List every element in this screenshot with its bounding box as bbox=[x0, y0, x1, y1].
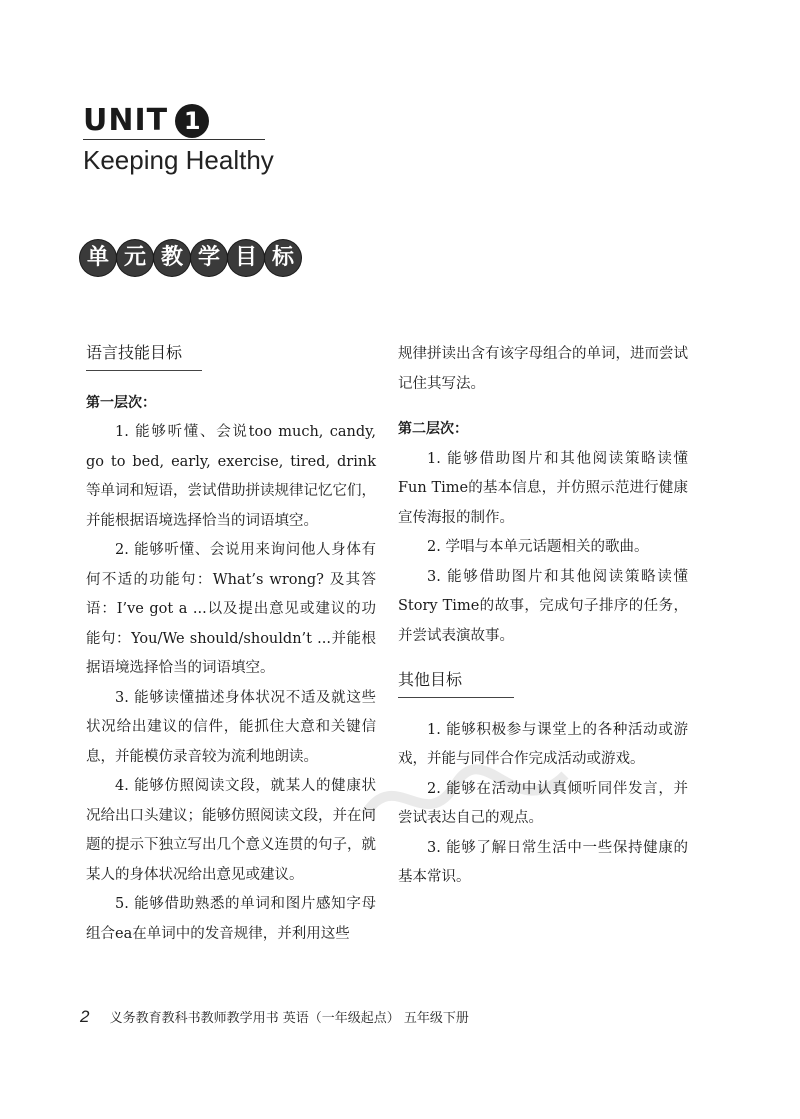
level2-label: 第二层次： bbox=[398, 421, 468, 437]
section-banner bbox=[80, 240, 301, 276]
unit-heading bbox=[83, 104, 209, 138]
language-goals-heading: 语言技能目标 bbox=[86, 343, 183, 362]
banner-char: 单 bbox=[80, 240, 116, 276]
page-footer bbox=[80, 1007, 469, 1027]
unit-word: UNIT bbox=[83, 103, 169, 138]
goal-item-continued: 5. 能够借助熟悉的单词和图片感知字母组合ea在单词中的发音规律，并利用这些 bbox=[86, 896, 376, 942]
banner-char: 学 bbox=[191, 240, 227, 276]
goal-item: 2. 学唱与本单元话题相关的歌曲。 bbox=[427, 539, 649, 555]
page-number: 2 bbox=[80, 1007, 90, 1026]
banner-char: 目 bbox=[228, 240, 264, 276]
goal-item: 1. 能够积极参与课堂上的各种活动或游戏，并能与同伴合作完成活动或游戏。 bbox=[398, 721, 688, 767]
goal-item: 2. 能够在活动中认真倾听同伴发言，并尝试表达自己的观点。 bbox=[398, 780, 688, 826]
level1-label: 第一层次： bbox=[86, 394, 156, 411]
goal-item: 3. 能够借助图片和其他阅读策略读懂Story Time的故事，完成句子排序的任务，并尝试表演故事。 bbox=[398, 568, 688, 644]
banner-char: 标 bbox=[265, 240, 301, 276]
goal-item: 3. 能够读懂描述身体状况不适及就这些状况给出建议的信件，能抓住大意和关键信息，并能模仿录音较为流利地朗读。 bbox=[86, 689, 376, 765]
heading-underline bbox=[86, 370, 202, 371]
goal-item: 1. 能够借助图片和其他阅读策略读懂Fun Time的基本信息，并仿照示范进行健康宣传海报的制作。 bbox=[398, 450, 688, 526]
book-title: 义务教育教科书教师教学用书 英语（一年级起点） 五年级下册 bbox=[109, 1011, 469, 1026]
goal-item: 3. 能够了解日常生活中一些保持健康的基本常识。 bbox=[398, 839, 688, 885]
goal-item: 4. 能够仿照阅读文段，就某人的健康状况给出口头建议；能够仿照阅读文段，并在问题的提示下独立写出几个意义连贯的句子，就某人的身体状况给出意见或建议。 bbox=[86, 778, 376, 883]
heading-underline bbox=[398, 697, 514, 698]
continued-spacer bbox=[398, 340, 688, 399]
unit-title: Keeping Healthy bbox=[83, 145, 274, 175]
banner-char: 教 bbox=[154, 240, 190, 276]
unit-number-badge: 1 bbox=[175, 104, 209, 138]
other-goals-heading: 其他目标 bbox=[398, 670, 463, 689]
banner-char: 元 bbox=[117, 240, 153, 276]
unit-divider bbox=[83, 139, 265, 140]
goal-item: 1. 能够听懂、会说too much, candy, go to bed, early, exercise, tired, drink等单词和短语，尝试借助拼读规律记忆它们，并能根据语境选择恰当的词语填空。 bbox=[86, 424, 376, 529]
goal-item-continuation: 规律拼读出含有该字母组合的单词，进而尝试记住其写法。 bbox=[398, 346, 688, 392]
right-column bbox=[398, 340, 688, 893]
left-column bbox=[86, 340, 376, 949]
goal-item: 2. 能够听懂、会说用来询问他人身体有何不适的功能句：What’s wrong? 及其答语：I’ve got a ...以及提出意见或建议的功能句：You/We should/shouldn’t ...并能根据语境选择恰当的词语填空。 bbox=[86, 542, 376, 676]
